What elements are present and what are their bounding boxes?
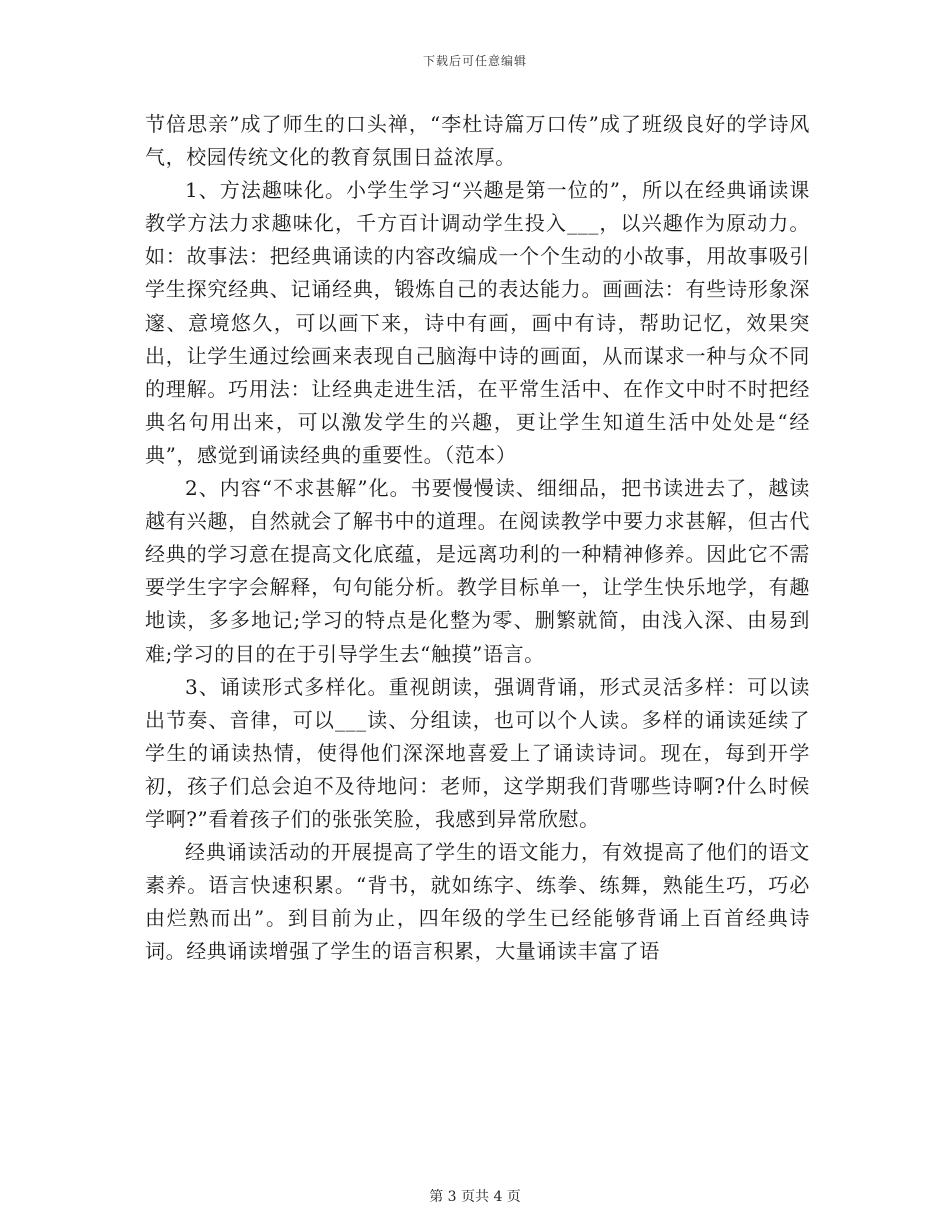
document-body [145, 108, 810, 968]
page-header: 下载后可任意编辑 [422, 54, 527, 68]
paragraph-reading-forms: 3、诵读形式多样化。重视朗读，强调背诵，形式灵活多样：可以读出节奏、音律，可以___读、分组读，也可以个人读。多样的诵读延续了学生的诵读热情，使得他们深深地喜爱上了诵读诗词。现在，每到开学初，孩子们总会迫不及待地问：老师，这学期我们背哪些诗啊?什么时候学啊?”看着孩子们的张张笑脸，我感到异常欣慰。 [145, 674, 810, 831]
paragraph-results: 经典诵读活动的开展提高了学生的语文能力，有效提高了他们的语文素养。语言快速积累。“背书，就如练字、练拳、练舞，熟能生巧，巧必由烂熟而出”。到目前为止，四年级的学生已经能够背诵上百首经典诗词。经典诵读增强了学生的语言积累，大量诵读丰富了语 [145, 840, 810, 964]
page-footer: 第 3 页共 4 页 [429, 1189, 521, 1205]
paragraph-continuation: 节倍思亲”成了师生的口头禅，“李杜诗篇万口传”成了班级良好的学诗风气，校园传统文化的教育氛围日益浓厚。 [145, 112, 810, 170]
paragraph-content-approach: 2、内容“不求甚解”化。书要慢慢读、细细品，把书读进去了，越读越有兴趣，自然就会了解书中的道理。在阅读教学中要力求甚解，但古代经典的学习意在提高文化底蕴，是远离功利的一种精神修养。因此它不需要学生字字会解释，句句能分析。教学目标单一，让学生快乐地学，有趣地读，多多地记;学习的特点是化整为零、删繁就简，由浅入深、由易到难;学习的目的在于引导学生去“触摸”语言。 [145, 476, 810, 666]
paragraph-method-fun: 1、方法趣味化。小学生学习“兴趣是第一位的”，所以在经典诵读课教学方法力求趣味化，千方百计调动学生投入___，以兴趣作为原动力。如：故事法：把经典诵读的内容改编成一个个生动的小故事，用故事吸引学生探究经典、记诵经典，锻炼自己的表达能力。画画法：有些诗形象深邃、意境悠久，可以画下来，诗中有画，画中有诗，帮助记忆，效果突出，让学生通过绘画来表现自己脑海中诗的画面，从而谋求一种与众不同的理解。巧用法：让经典走进生活，在平常生活中、在作文中时不时把经典名句用出来，可以激发学生的兴趣，更让学生知道生活中处处是“经典”，感觉到诵读经典的重要性。（范本） [145, 178, 810, 467]
